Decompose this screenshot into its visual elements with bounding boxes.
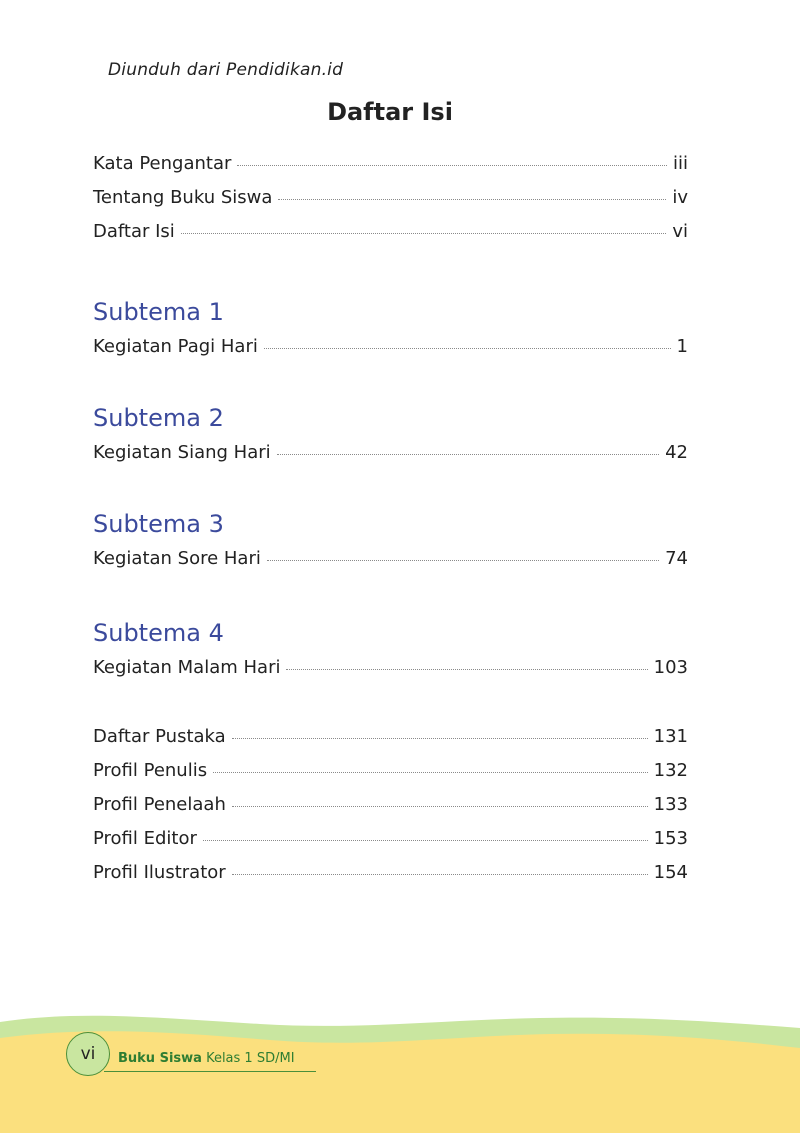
book-subtitle: Kelas 1 SD/MI (201, 1051, 295, 1066)
toc-entry-kegiatan-malam-hari[interactable] (93, 657, 688, 687)
toc-entry-label: Profil Penulis (93, 760, 208, 781)
dot-leader (232, 738, 648, 739)
toc-entry-page: iv (672, 187, 688, 208)
toc-entry-label: Profil Penelaah (93, 794, 226, 815)
toc-entry-page: 1 (676, 336, 688, 357)
toc-entry-kata-pengantar[interactable] (93, 153, 688, 183)
toc-entry-page: 133 (653, 794, 688, 815)
toc-entry-label: Profil Editor (93, 828, 197, 849)
toc-entry-label: Kegiatan Sore Hari (93, 548, 261, 569)
dot-leader (277, 454, 659, 455)
toc-entry-page: 42 (665, 442, 688, 463)
dot-leader (203, 840, 648, 841)
dot-leader (181, 233, 667, 234)
subtema-3-heading: Subtema 3 (93, 510, 224, 538)
toc-entry-label: Daftar Isi (93, 221, 175, 242)
dot-leader (237, 165, 667, 166)
toc-entry-page: 153 (653, 828, 688, 849)
toc-entry-profil-editor[interactable] (93, 828, 688, 858)
toc-entry-profil-penulis[interactable] (93, 760, 688, 790)
toc-entry-tentang-buku-siswa[interactable] (93, 187, 688, 217)
toc-entry-page: 132 (653, 760, 688, 781)
subtema-4-heading: Subtema 4 (93, 619, 224, 647)
toc-entry-profil-ilustrator[interactable] (93, 862, 688, 892)
toc-entry-daftar-isi[interactable] (93, 221, 688, 251)
dot-leader (267, 560, 659, 561)
page-number: vi (80, 1044, 96, 1064)
dot-leader (232, 874, 648, 875)
toc-entry-label: Profil Ilustrator (93, 862, 226, 883)
toc-entry-page: iii (672, 153, 688, 174)
toc-entry-kegiatan-sore-hari[interactable] (93, 548, 688, 578)
footer-book-title (118, 1051, 295, 1066)
dot-leader (278, 199, 666, 200)
watermark: Diunduh dari Pendidikan.id (108, 60, 344, 80)
toc-entry-page: 131 (653, 726, 688, 747)
toc-entry-daftar-pustaka[interactable] (93, 726, 688, 756)
dot-leader (286, 669, 647, 670)
toc-entry-page: 154 (653, 862, 688, 883)
dot-leader (232, 806, 648, 807)
toc-entry-label: Kegiatan Pagi Hari (93, 336, 258, 357)
book-title: Buku Siswa (118, 1051, 202, 1066)
toc-entry-page: 103 (653, 657, 688, 678)
subtema-2-heading: Subtema 2 (93, 404, 224, 432)
toc-entry-label: Tentang Buku Siswa (93, 187, 273, 208)
page-title: Daftar Isi (327, 98, 453, 126)
toc-entry-label: Kegiatan Malam Hari (93, 657, 281, 678)
toc-entry-page: 74 (665, 548, 688, 569)
footer-underline (104, 1071, 316, 1072)
toc-entry-label: Daftar Pustaka (93, 726, 226, 747)
toc-entry-label: Kata Pengantar (93, 153, 232, 174)
toc-entry-kegiatan-siang-hari[interactable] (93, 442, 688, 472)
dot-leader (213, 772, 648, 773)
toc-entry-page: vi (672, 221, 688, 242)
page-number-badge (66, 1032, 110, 1076)
toc-entry-kegiatan-pagi-hari[interactable] (93, 336, 688, 366)
subtema-1-heading: Subtema 1 (93, 298, 224, 326)
dot-leader (264, 348, 671, 349)
toc-entry-profil-penelaah[interactable] (93, 794, 688, 824)
footer-wave-yellow (0, 1031, 800, 1133)
toc-entry-label: Kegiatan Siang Hari (93, 442, 271, 463)
